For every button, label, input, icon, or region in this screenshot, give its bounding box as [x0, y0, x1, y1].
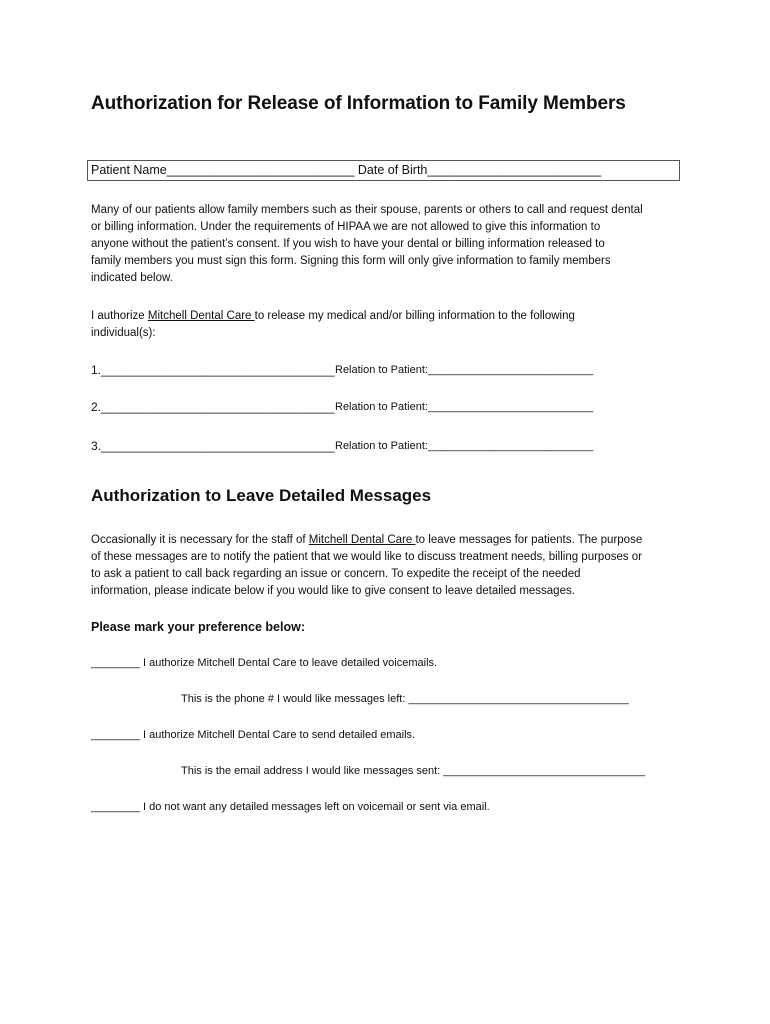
option-voicemail[interactable]: ________ I authorize Mitchell Dental Care to leave detailed voicemails.	[91, 657, 438, 669]
phone-number-line[interactable]: This is the phone # I would like messages left: ____________________________________	[181, 693, 629, 705]
practice-name-2: Mitchell Dental Care	[308, 534, 416, 546]
section-title-messages: Authorization to Leave Detailed Messages	[91, 486, 432, 505]
relation-field-2: Relation to Patient:___________________________	[335, 401, 594, 413]
page-title: Authorization for Release of Information to Family Members	[91, 93, 626, 114]
individual-blank-1: 1.___________________________________	[91, 363, 335, 377]
practice-name: Mitchell Dental Care	[147, 310, 255, 322]
email-address-line[interactable]: This is the email address I would like messages sent: _________________________________	[181, 765, 646, 777]
authorize-suffix: to release my medical and/or billing information to the following individual(s):	[91, 310, 575, 339]
messages-prefix: Occasionally it is necessary for the staff of	[91, 534, 309, 546]
individual-line-3[interactable]	[91, 439, 594, 453]
individual-line-1[interactable]	[91, 363, 594, 377]
intro-paragraph: Many of our patients allow family members such as their spouse, parents or others to call and request dental or billing information. Under the requirements of HIPAA we are not allowed to give this information to anyone without the patient’s consent. If you wish to have your dental or billing information released to family members you must sign this form. Signing this form will only give information to family members indicated below.	[91, 204, 643, 284]
individual-blank-2: 2.___________________________________	[91, 400, 335, 414]
authorize-prefix: I authorize	[91, 310, 148, 322]
relation-field-1: Relation to Patient:___________________________	[335, 364, 594, 376]
authorize-paragraph	[91, 308, 691, 342]
preference-heading: Please mark your preference below:	[91, 620, 305, 634]
patient-info-box[interactable]	[87, 160, 680, 181]
option-email[interactable]: ________ I authorize Mitchell Dental Care to send detailed emails.	[91, 729, 416, 741]
individual-line-2[interactable]	[91, 400, 594, 414]
messages-paragraph	[91, 532, 691, 600]
relation-field-3: Relation to Patient:___________________________	[335, 440, 594, 452]
messages-suffix: to leave messages for patients. The purpose of these messages are to notify the patient that we would like to discuss treatment needs, billing purposes or to ask a patient to call back regarding an issue or concern. To expedite the receipt of the needed information, please indicate below if you would like to give consent to leave detailed messages.	[91, 534, 643, 597]
option-no-messages[interactable]: ________ I do not want any detailed messages left on voicemail or sent via email.	[91, 801, 490, 813]
patient-info-text: Patient Name___________________________ Date of Birth_________________________	[91, 163, 602, 177]
individual-blank-3: 3.___________________________________	[91, 439, 335, 453]
